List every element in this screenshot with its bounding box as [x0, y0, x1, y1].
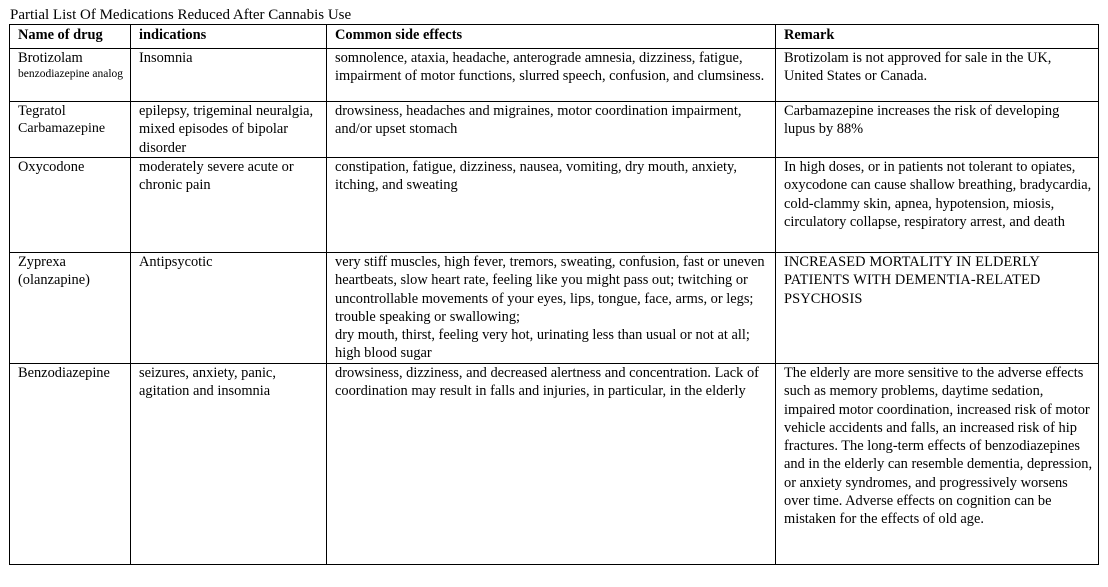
header-side-effects: Common side effects	[327, 25, 776, 49]
drug-cell: Zyprexa (olanzapine)	[10, 253, 131, 364]
drug-name: Tegratol	[18, 103, 66, 119]
indications-cell: Antipsycotic	[131, 253, 327, 364]
drug-cell	[10, 49, 131, 102]
drug-cell	[10, 102, 131, 158]
side-effects-text: very stiff muscles, high fever, tremors, sweating, confusion, fast or uneven heartbeats, slow heart rate, feeling like you might pass out; twitching or uncontrollable movements of your eyes, lips, tongue, face, arms, or legs; trouble speaking or swallowing;	[335, 254, 765, 325]
side-effects-cell: somnolence, ataxia, headache, anterograde amnesia, dizziness, fatigue, impairment of motor functions, slurred speech, confusion, and clumsiness.	[327, 49, 776, 102]
remark-cell: In high doses, or in patients not tolerant to opiates, oxycodone can cause shallow breathing, bradycardia, cold-clammy skin, apnea, hypotension, miosis, circulatory collapse, respiratory arrest, and death	[776, 158, 1099, 253]
table-row	[10, 158, 1099, 253]
header-remark: Remark	[776, 25, 1099, 49]
side-effects-cell: drowsiness, dizziness, and decreased alertness and concentration. Lack of coordination may result in falls and injuries, in particular, in the elderly	[327, 364, 776, 565]
table-row	[10, 364, 1099, 565]
document-title: Partial List Of Medications Reduced After Cannabis Use	[10, 7, 352, 23]
side-effects-text-continued: dry mouth, thirst, feeling very hot, urinating less than usual or not at all; high blood sugar	[335, 327, 750, 362]
indications-cell: Insomnia	[131, 49, 327, 102]
indications-cell: epilepsy, trigeminal neuralgia, mixed episodes of bipolar disorder	[131, 102, 327, 158]
table-header-row	[10, 25, 1099, 49]
drug-subtitle: benzodiazepine analog	[18, 68, 124, 81]
side-effects-text: drowsiness, headaches and migraines, motor coordination impairment, and/or upset stomach	[335, 103, 742, 138]
side-effects-cell	[327, 102, 776, 158]
drug-cell: Oxycodone	[10, 158, 131, 253]
table-row	[10, 102, 1099, 158]
indications-cell: moderately severe acute or chronic pain	[131, 158, 327, 253]
header-indications: indications	[131, 25, 327, 49]
side-effects-cell	[327, 253, 776, 364]
medications-table	[9, 24, 1099, 565]
remark-cell: Brotizolam is not approved for sale in the UK, United States or Canada.	[776, 49, 1099, 102]
side-effects-cell: constipation, fatigue, dizziness, nausea, vomiting, dry mouth, anxiety, itching, and sweating	[327, 158, 776, 253]
remark-cell: INCREASED MORTALITY IN ELDERLY PATIENTS WITH DEMENTIA-RELATED PSYCHOSIS	[776, 253, 1099, 364]
remark-cell: Carbamazepine increases the risk of developing lupus by 88%	[776, 102, 1099, 158]
drug-cell: Benzodiazepine	[10, 364, 131, 565]
drug-subtitle: Carbamazepine	[18, 121, 106, 137]
indications-cell: seizures, anxiety, panic, agitation and insomnia	[131, 364, 327, 565]
header-drug: Name of drug	[10, 25, 131, 49]
drug-name: Brotizolam	[18, 50, 83, 66]
table-row	[10, 49, 1099, 102]
remark-cell: The elderly are more sensitive to the adverse effects such as memory problems, daytime sedation, impaired motor coordination, increased risk of motor vehicle accidents and falls, an increased risk of hip fractures. The long-term effects of benzodiazepines and in the elderly can resemble dementia, depression, or anxiety syndromes, and progressively worsens over time. Adverse effects on cognition can be mistaken for the effects of old age.	[776, 364, 1099, 565]
table-row	[10, 253, 1099, 364]
